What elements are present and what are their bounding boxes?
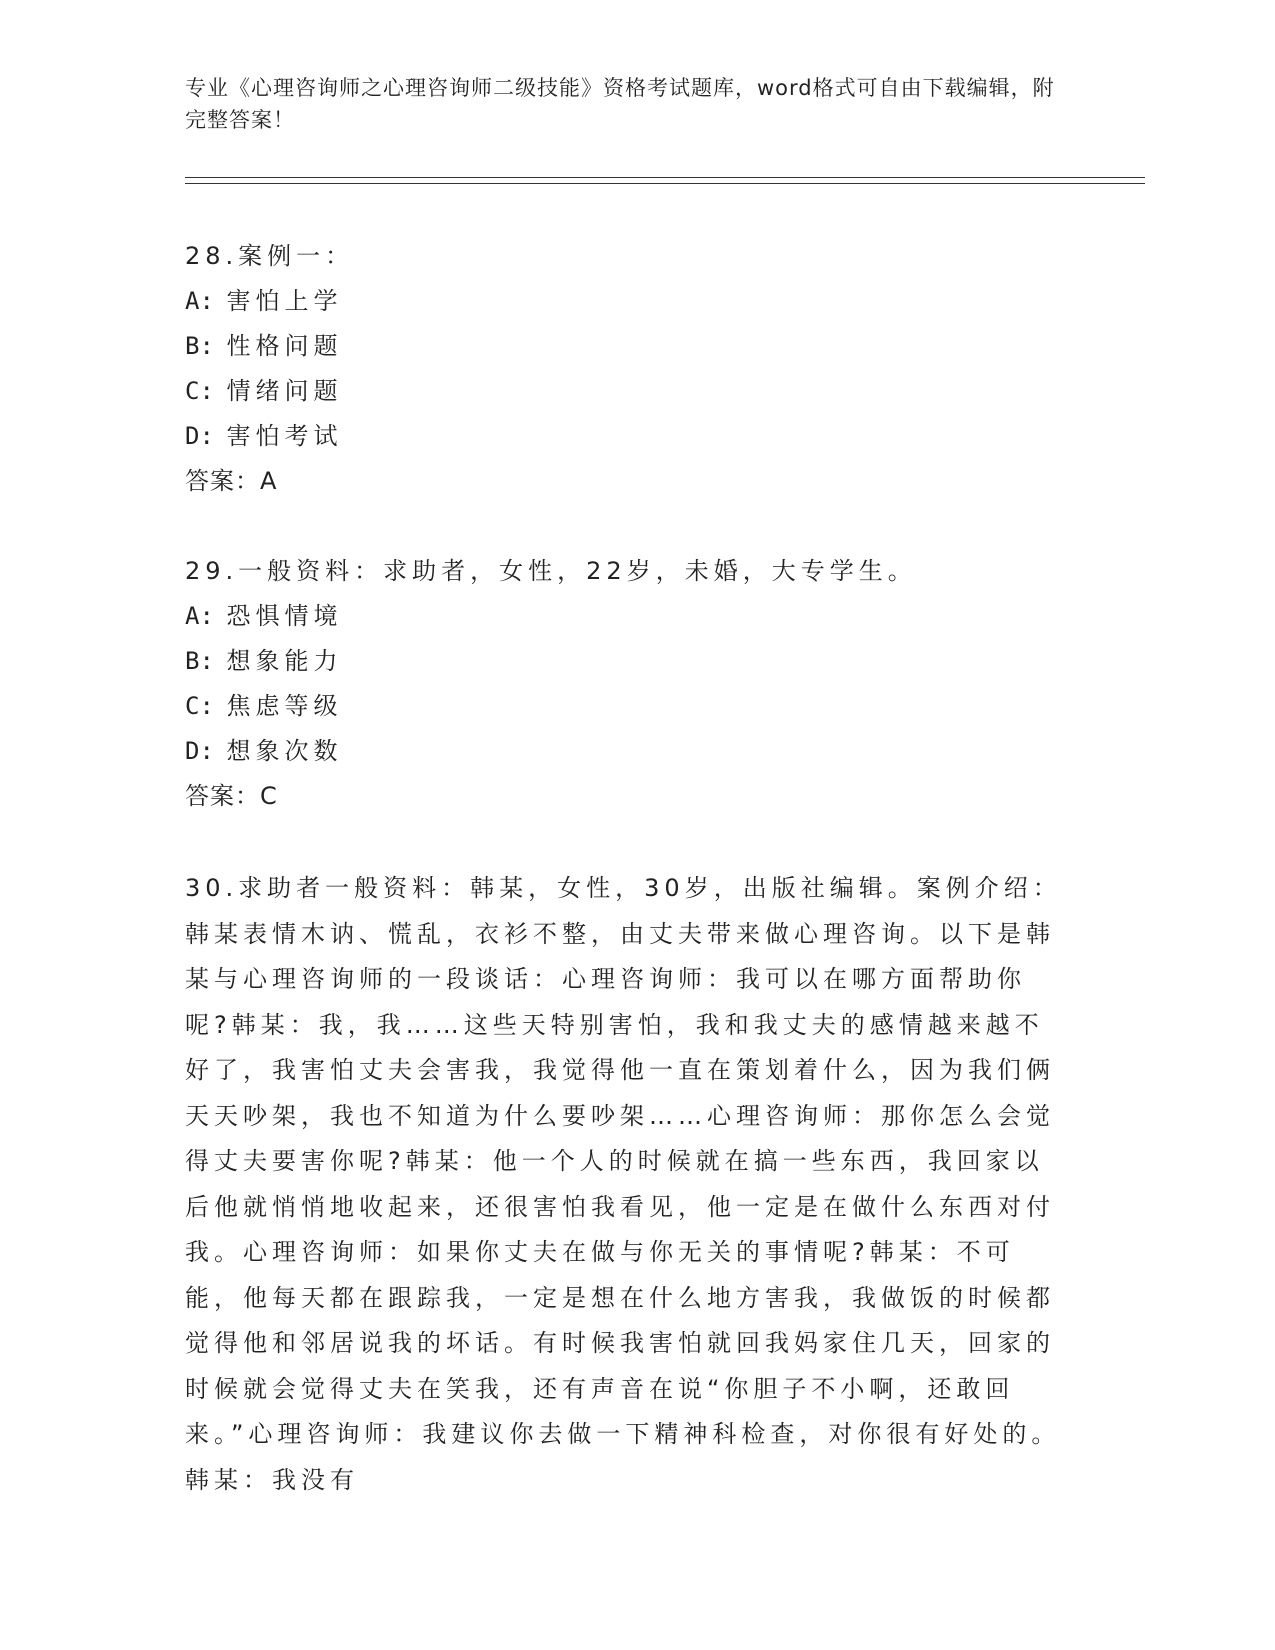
option-text: 焦虑等级 [226, 692, 343, 720]
option-text: 恐惧情境 [226, 602, 343, 630]
header-divider-bottom [185, 183, 1145, 184]
answer-line: 答案：A [185, 467, 278, 495]
question-30 [185, 866, 1065, 1503]
option-text: 害怕上学 [226, 287, 343, 315]
option-letter: A: [185, 602, 214, 630]
option-a [185, 594, 1065, 639]
option-letter: C: [185, 377, 214, 405]
option-c [185, 684, 1065, 729]
option-d [185, 414, 1065, 459]
option-letter: B: [185, 647, 214, 675]
option-letter: D: [185, 422, 214, 450]
document-header: 专业《心理咨询师之心理咨询师二级技能》资格考试题库，word格式可自由下载编辑，附完整答案！ [185, 76, 1055, 132]
option-a [185, 279, 1065, 324]
option-letter: D: [185, 737, 214, 765]
option-text: 想象能力 [226, 647, 343, 675]
answer-line: 答案：C [185, 782, 278, 810]
option-text: 害怕考试 [226, 422, 343, 450]
question-28 [185, 234, 1065, 504]
header-divider-top [185, 177, 1145, 178]
option-b [185, 324, 1065, 369]
option-d [185, 729, 1065, 774]
option-letter: A: [185, 287, 214, 315]
question-stem: 28.案例一： [185, 242, 355, 270]
option-text: 情绪问题 [226, 377, 343, 405]
option-text: 性格问题 [226, 332, 343, 360]
option-letter: B: [185, 332, 214, 360]
option-letter: C: [185, 692, 214, 720]
question-stem: 30.求助者一般资料：韩某，女性，30岁，出版社编辑。案例介绍：韩某表情木讷、慌乱，衣衫不整，由丈夫带来做心理咨询。以下是韩某与心理咨询师的一段谈话：心理咨询师：我可以在哪方面帮助你呢?韩某：我，我……这些天特别害怕，我和我丈夫的感情越来越不好了，我害怕丈夫会害我，我觉得他一直在策划着什么，因为我们俩天天吵架，我也不知道为什么要吵架……心理咨询师：那你怎么会觉得丈夫要害你呢?韩某：他一个人的时候就在搞一些东西，我回家以后他就悄悄地收起来，还很害怕我看见，他一定是在做什么东西对付我。心理咨询师：如果你丈夫在做与你无关的事情呢?韩某：不可能，他每天都在跟踪我，一定是想在什么地方害我，我做饭的时候都觉得他和邻居说我的坏话。有时候我害怕就回我妈家住几天，回家的时候就会觉得丈夫在笑我，还有声音在说“你胆子不小啊，还敢回来。”心理咨询师：我建议你去做一下精神科检查，对你很有好处的。韩某：我没有 [185, 874, 1062, 1494]
question-29 [185, 549, 1065, 819]
option-c [185, 369, 1065, 414]
option-text: 想象次数 [226, 737, 343, 765]
question-stem: 29.一般资料：求助者，女性，22岁，未婚，大专学生。 [185, 557, 917, 585]
option-b [185, 639, 1065, 684]
